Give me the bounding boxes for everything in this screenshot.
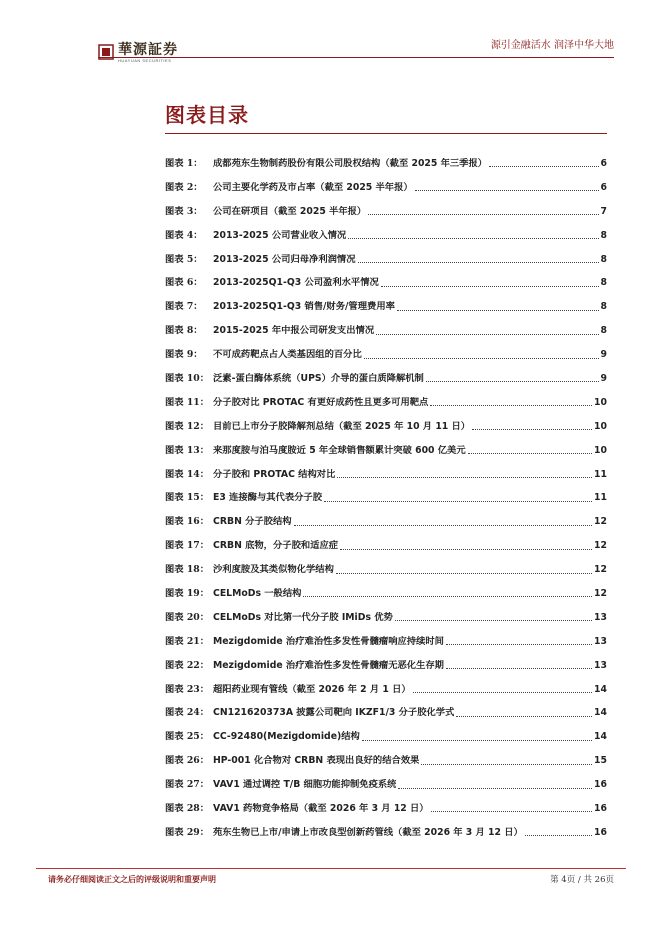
toc-entry[interactable] <box>165 391 607 415</box>
toc-leader-dots <box>324 501 592 502</box>
toc-leader-dots <box>431 811 592 812</box>
toc-entry[interactable] <box>165 630 607 654</box>
toc-entry[interactable] <box>165 821 607 845</box>
toc-entry-title: CC-92480(Mezigdomide)结构 <box>213 731 360 743</box>
toc-entry-page: 8 <box>600 325 607 337</box>
toc-entry-title: 泛素-蛋白酶体系统（UPS）介导的蛋白质降解机制 <box>213 372 424 384</box>
toc-entry[interactable] <box>165 749 607 773</box>
toc-entry-label: 图表 18： <box>165 564 210 576</box>
toc-entry-title: 公司主要化学药及市占率（截至 2025 半年报） <box>213 181 413 193</box>
toc-entry-label: 图表 17： <box>165 540 210 552</box>
toc-entry-title: CN121620373A 披露公司靶向 IKZF1/3 分子胶化学式 <box>213 707 455 719</box>
toc-entry-page: 10 <box>594 396 607 408</box>
toc-entry-label: 图表 2： <box>165 181 203 193</box>
footer-page-info: 第 4页 / 共 26页 <box>550 875 614 885</box>
toc-leader-dots <box>364 358 599 359</box>
toc-leader-dots <box>489 166 598 167</box>
toc-entry-label: 图表 27： <box>165 779 210 791</box>
toc-entry-label: 图表 24： <box>165 707 210 719</box>
toc-entry-title: 分子胶和 PROTAC 结构对比 <box>213 468 336 480</box>
toc-entry-label: 图表 3： <box>165 205 203 217</box>
figure-index-list <box>165 152 607 845</box>
toc-entry-page: 13 <box>594 659 607 671</box>
toc-entry-title: 公司在研项目（截至 2025 半年报） <box>213 205 367 217</box>
toc-entry-page: 6 <box>600 181 607 193</box>
toc-entry-label: 图表 19： <box>165 587 210 599</box>
toc-entry-page: 12 <box>594 564 607 576</box>
toc-entry-page: 15 <box>594 755 607 767</box>
footer-divider <box>36 868 626 869</box>
toc-leader-dots <box>468 453 592 454</box>
toc-entry-page: 8 <box>600 301 607 313</box>
company-logo <box>98 42 178 66</box>
toc-entry-title: 2013-2025 公司归母净利润情况 <box>213 253 356 265</box>
page-title: 图表目录 <box>165 103 249 127</box>
toc-entry-page: 8 <box>600 253 607 265</box>
toc-entry[interactable] <box>165 295 607 319</box>
page-header <box>0 0 662 64</box>
toc-entry-page: 8 <box>600 229 607 241</box>
toc-leader-dots <box>525 835 592 836</box>
toc-entry-title: HP-001 化合物对 CRBN 表现出良好的结合效果 <box>213 755 420 767</box>
toc-entry-page: 12 <box>594 587 607 599</box>
toc-entry[interactable] <box>165 486 607 510</box>
toc-leader-dots <box>376 334 598 335</box>
toc-entry-label: 图表 26： <box>165 755 210 767</box>
toc-entry[interactable] <box>165 439 607 463</box>
toc-leader-dots <box>368 214 598 215</box>
toc-leader-dots <box>340 549 592 550</box>
toc-entry-page: 14 <box>594 731 607 743</box>
toc-entry-label: 图表 6： <box>165 277 203 289</box>
toc-entry[interactable] <box>165 558 607 582</box>
toc-entry[interactable] <box>165 606 607 630</box>
header-divider <box>98 57 614 58</box>
toc-entry-title: 2015-2025 年中报公司研发支出情况 <box>213 325 375 337</box>
toc-entry-page: 6 <box>600 157 607 169</box>
toc-entry[interactable] <box>165 248 607 272</box>
toc-entry-page: 10 <box>594 444 607 456</box>
title-divider <box>165 133 607 134</box>
toc-entry-label: 图表 15： <box>165 492 210 504</box>
toc-entry[interactable] <box>165 654 607 678</box>
toc-entry[interactable] <box>165 534 607 558</box>
toc-entry-title: 2013-2025Q1-Q3 公司盈利水平情况 <box>213 277 379 289</box>
toc-entry[interactable] <box>165 678 607 702</box>
toc-entry-page: 11 <box>594 492 607 504</box>
toc-entry-page: 12 <box>594 540 607 552</box>
toc-leader-dots <box>348 238 598 239</box>
toc-entry[interactable] <box>165 224 607 248</box>
toc-entry-label: 图表 5： <box>165 253 203 265</box>
toc-entry[interactable] <box>165 773 607 797</box>
toc-entry[interactable] <box>165 463 607 487</box>
toc-entry[interactable] <box>165 319 607 343</box>
toc-leader-dots <box>395 620 592 621</box>
toc-entry-title: 来那度胺与泊马度胺近 5 年全球销售额累计突破 600 亿美元 <box>213 444 466 456</box>
toc-entry-label: 图表 14： <box>165 468 210 480</box>
toc-entry-title: VAV1 药物竞争格局（截至 2026 年 3 月 12 日） <box>213 802 429 814</box>
toc-leader-dots <box>421 764 592 765</box>
toc-leader-dots <box>430 405 592 406</box>
toc-entry-label: 图表 10： <box>165 372 210 384</box>
toc-entry-title: 不可成药靶点占人类基因组的百分比 <box>213 349 362 361</box>
toc-leader-dots <box>446 668 592 669</box>
toc-leader-dots <box>413 692 592 693</box>
toc-entry-title: Mezigdomide 治疗难治性多发性骨髓瘤响应持续时间 <box>213 635 444 647</box>
toc-entry-title: 2013-2025 公司营业收入情况 <box>213 229 347 241</box>
toc-leader-dots <box>398 788 592 789</box>
toc-entry[interactable] <box>165 797 607 821</box>
toc-entry[interactable] <box>165 701 607 725</box>
toc-entry[interactable] <box>165 200 607 224</box>
toc-entry[interactable] <box>165 725 607 749</box>
toc-entry-title: 成都苑东生物制药股份有限公司股权结构（截至 2025 年三季报） <box>213 157 488 169</box>
footer-disclaimer: 请务必仔细阅读正文之后的评级说明和重要声明 <box>48 874 216 884</box>
toc-entry-label: 图表 11： <box>165 396 210 408</box>
toc-entry-page: 9 <box>600 349 607 361</box>
toc-entry-title: CELMoDs 一般结构 <box>213 587 302 599</box>
toc-entry-title: 2013-2025Q1-Q3 销售/财务/管理费用率 <box>213 301 395 313</box>
toc-entry-page: 14 <box>594 707 607 719</box>
toc-entry-label: 图表 22： <box>165 659 210 671</box>
toc-entry-page: 13 <box>594 611 607 623</box>
toc-entry-page: 12 <box>594 516 607 528</box>
toc-entry[interactable] <box>165 343 607 367</box>
toc-leader-dots <box>456 716 592 717</box>
toc-entry-title: 分子胶对比 PROTAC 有更好成药性且更多可用靶点 <box>213 396 429 408</box>
toc-entry-page: 16 <box>594 826 607 838</box>
toc-leader-dots <box>294 525 592 526</box>
toc-leader-dots <box>472 429 592 430</box>
toc-entry-page: 16 <box>594 802 607 814</box>
toc-leader-dots <box>446 644 592 645</box>
toc-entry-page: 7 <box>600 205 607 217</box>
toc-leader-dots <box>303 596 592 597</box>
toc-entry[interactable] <box>165 176 607 200</box>
toc-entry-label: 图表 28： <box>165 802 210 814</box>
toc-entry-page: 13 <box>594 635 607 647</box>
toc-entry[interactable] <box>165 510 607 534</box>
toc-leader-dots <box>415 190 599 191</box>
toc-entry-label: 图表 29： <box>165 826 210 838</box>
toc-leader-dots <box>381 286 599 287</box>
toc-entry-title: VAV1 通过调控 T/B 细胞功能抑制免疫系统 <box>213 779 397 791</box>
toc-entry-label: 图表 20： <box>165 611 210 623</box>
toc-entry-label: 图表 8： <box>165 325 203 337</box>
toc-entry-title: CELMoDs 对比第一代分子胶 IMiDs 优势 <box>213 611 393 623</box>
toc-entry-title: CRBN 分子胶结构 <box>213 516 292 528</box>
toc-entry-title: 沙利度胺及其类似物化学结构 <box>213 564 334 576</box>
toc-entry-label: 图表 25： <box>165 731 210 743</box>
toc-entry-page: 10 <box>594 420 607 432</box>
toc-leader-dots <box>336 573 592 574</box>
toc-entry-label: 图表 21： <box>165 635 210 647</box>
toc-entry-title: 目前已上市分子胶降解剂总结（截至 2025 年 10 月 11 日） <box>213 420 471 432</box>
toc-leader-dots <box>362 740 592 741</box>
toc-entry[interactable] <box>165 415 607 439</box>
toc-entry-page: 8 <box>600 277 607 289</box>
header-slogan: 源引金融活水 润泽中华大地 <box>490 40 614 51</box>
toc-entry-page: 11 <box>594 468 607 480</box>
toc-entry-label: 图表 4： <box>165 229 203 241</box>
toc-entry-page: 9 <box>600 372 607 384</box>
toc-leader-dots <box>358 262 599 263</box>
toc-entry-title: 超阳药业现有管线（截至 2026 年 2 月 1 日） <box>213 683 411 695</box>
toc-entry[interactable] <box>165 367 607 391</box>
toc-entry-label: 图表 16： <box>165 516 210 528</box>
toc-entry[interactable] <box>165 152 607 176</box>
toc-entry-label: 图表 1： <box>165 157 203 169</box>
toc-leader-dots <box>426 381 599 382</box>
toc-entry-label: 图表 23： <box>165 683 210 695</box>
toc-entry[interactable] <box>165 271 607 295</box>
toc-leader-dots <box>337 477 592 478</box>
toc-entry-label: 图表 7： <box>165 301 203 313</box>
toc-entry-label: 图表 13： <box>165 444 210 456</box>
toc-entry-label: 图表 9： <box>165 349 203 361</box>
toc-entry-page: 16 <box>594 779 607 791</box>
toc-entry-label: 图表 12： <box>165 420 210 432</box>
toc-leader-dots <box>397 310 599 311</box>
toc-entry-title: 苑东生物已上市/申请上市改良型创新药管线（截至 2026 年 3 月 12 日） <box>213 826 523 838</box>
toc-entry[interactable] <box>165 582 607 606</box>
toc-entry-title: E3 连接酶与其代表分子胶 <box>213 492 323 504</box>
toc-entry-page: 14 <box>594 683 607 695</box>
logo-subtext: HUAYUAN SECURITIES <box>118 58 172 63</box>
toc-entry-title: Mezigdomide 治疗难治性多发性骨髓瘤无恶化生存期 <box>213 659 444 671</box>
toc-entry-title: CRBN 底物，分子胶和适应症 <box>213 540 339 552</box>
logo-text: 華源証券 <box>118 42 178 58</box>
